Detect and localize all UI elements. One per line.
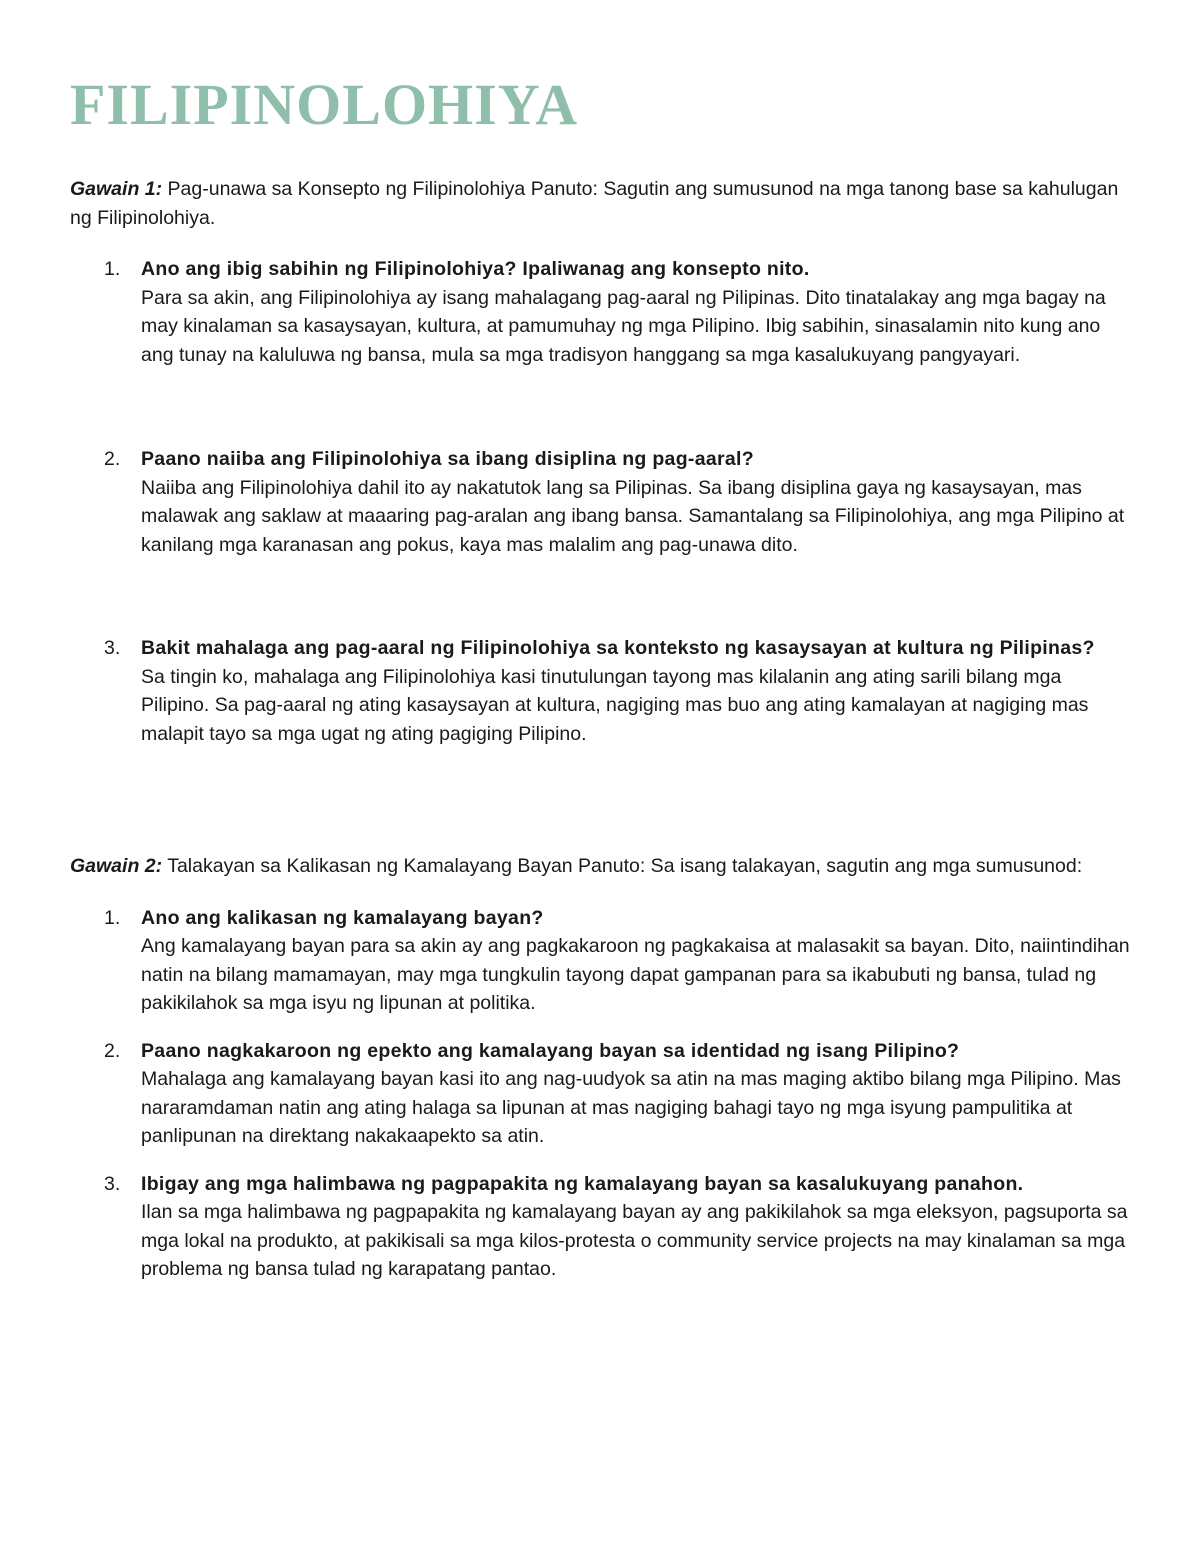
item-number: 1.	[104, 258, 121, 280]
answer-text: Sa tingin ko, mahalaga ang Filipinolohiya kasi tinutulungan tayong mas kilalanin ang ating sarili bilang mga Pilipino. Sa pag-aaral ng ating kasaysayan at kultura, nagiging mas buo ang ating kamalayan at nagiging mas malapit tayo sa mga ugat ng ating pagiging Pilipino.	[141, 665, 1089, 745]
answer-text: Ilan sa mga halimbawa ng pagpapakita ng kamalayang bayan ay ang pakikilahok sa mga eleksyon, pagsuporta sa mga lokal na produkto, at pakikisali sa mga kilos-protesta o community service projects na may kinalaman sa mga problema ng bansa tulad ng karapatang pantao.	[141, 1201, 1128, 1280]
gawain-1-instructions: Pag-unawa sa Konsepto ng Filipinolohiya Panuto: Sagutin ang sumusunod na mga tanong base sa kahulugan ng Filipinolohiya.	[70, 178, 1119, 229]
gawain-2-intro	[70, 852, 1132, 881]
question-text: Ano ang kalikasan ng kamalayang bayan?	[141, 906, 544, 929]
item-number: 3.	[104, 637, 121, 659]
question-text: Paano nagkakaroon ng epekto ang kamalayang bayan sa identidad ng isang Pilipino?	[141, 1039, 960, 1062]
answer-text: Mahalaga ang kamalayang bayan kasi ito ang nag-uudyok sa atin na mas maging aktibo bilang mga Pilipino. Mas nararamdaman natin ang ating halaga sa lipunan at mas nagiging bahagi tayo ng mga isyung pampulitika at panlipunan na direktang nakakaapekto sa atin.	[141, 1068, 1121, 1147]
gawain-2-instructions: Talakayan sa Kalikasan ng Kamalayang Bayan Panuto: Sa isang talakayan, sagutin ang mga sumusunod:	[167, 855, 1083, 877]
gawain-2-questions	[70, 904, 1132, 1284]
question-text: Ano ang ibig sabihin ng Filipinolohiya? Ipaliwanag ang konsepto nito.	[141, 258, 810, 280]
answer-text: Naiiba ang Filipinolohiya dahil ito ay nakatutok lang sa Pilipinas. Sa ibang disiplina gaya ng kasaysayan, mas malawak ang saklaw at maaaring pag-aralan ang ibang bansa. Samantalang sa Filipinolohiya, ang mga Pilipino at kanilang mga karanasan ang pokus, kaya mas malalim ang pag-unawa dito.	[141, 476, 1125, 556]
gawain-2-label: Gawain 2:	[70, 855, 163, 877]
list-item	[70, 904, 1132, 1018]
list-item	[70, 1037, 1132, 1151]
document-page	[70, 72, 1132, 1284]
item-number: 2.	[104, 448, 121, 470]
gawain-1-intro	[70, 175, 1132, 232]
answer-text: Ang kamalayang bayan para sa akin ay ang pagkakaroon ng pagkakaisa at malasakit sa bayan. Dito, naiintindihan natin na bilang mamamayan, may mga tungkulin tayong dapat gampanan para sa ikabubuti ng bansa, tulad ng pakikilahok sa mga isyu ng lipunan at politika.	[141, 935, 1130, 1014]
item-number: 1.	[104, 906, 121, 929]
list-item	[70, 255, 1132, 369]
list-item	[70, 445, 1132, 559]
item-number: 3.	[104, 1172, 121, 1195]
question-text: Bakit mahalaga ang pag-aaral ng Filipinolohiya sa konteksto ng kasaysayan at kultura ng Pilipinas?	[141, 637, 1095, 659]
question-text: Ibigay ang mga halimbawa ng pagpapakita ng kamalayang bayan sa kasalukuyang panahon.	[141, 1172, 1024, 1195]
list-item	[70, 634, 1132, 748]
gawain-1-label: Gawain 1:	[70, 178, 163, 200]
document-title: FILIPINOLOHIYA	[70, 72, 579, 137]
list-item	[70, 1170, 1132, 1284]
question-text: Paano naiiba ang Filipinolohiya sa ibang disiplina ng pag-aaral?	[141, 448, 754, 470]
answer-text: Para sa akin, ang Filipinolohiya ay isang mahalagang pag-aaral ng Pilipinas. Dito tinatalakay ang mga bagay na may kinalaman sa kasaysayan, kultura, at pamumuhay ng mga Pilipino. Ibig sabihin, sinasalamin nito kung ano ang tunay na kaluluwa ng bansa, mula sa mga tradisyon hanggang sa mga kasalukuyang pangyayari.	[141, 286, 1106, 366]
gawain-1-questions	[70, 255, 1132, 748]
item-number: 2.	[104, 1039, 121, 1062]
